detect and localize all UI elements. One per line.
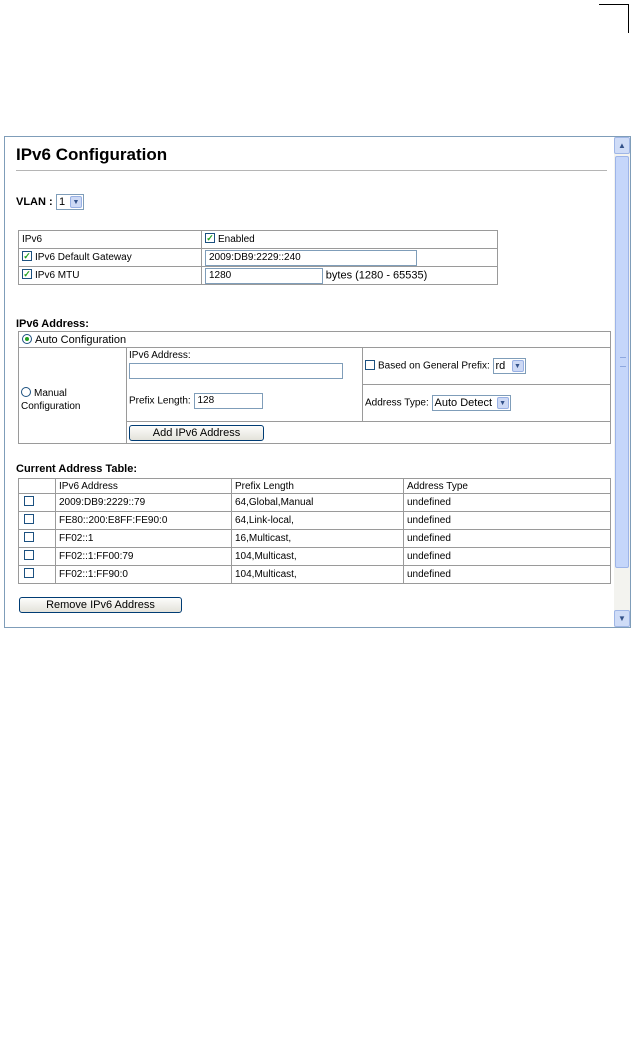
- mtu-row: [19, 267, 498, 285]
- auto-config-radio[interactable]: [22, 334, 32, 344]
- address-type-cell: [363, 385, 611, 422]
- table-row: [19, 548, 611, 566]
- table-row: [19, 530, 611, 548]
- general-prefix-value: rd: [495, 360, 506, 372]
- row-checkbox[interactable]: [24, 514, 34, 524]
- enabled-checkbox[interactable]: ✓: [206, 233, 214, 244]
- address-input-cell: [127, 348, 363, 422]
- ipv6-address-heading: IPv6 Address:: [16, 318, 89, 330]
- title-divider: [16, 170, 607, 171]
- mtu-label-cell: [19, 267, 202, 285]
- gateway-input-cell: [202, 249, 498, 267]
- type-cell: undefined: [404, 566, 611, 584]
- address-field-label: IPv6 Address:: [129, 350, 191, 361]
- prefix-cell: 64,Link-local,: [232, 512, 404, 530]
- scrollbar-thumb[interactable]: [615, 156, 629, 568]
- select-column-header: [19, 479, 56, 494]
- ipv6-settings-table: [18, 230, 498, 285]
- chevron-up-icon[interactable]: ▲: [614, 137, 630, 154]
- row-select-cell: [19, 530, 56, 548]
- address-cell: 2009:DB9:2229::79: [56, 494, 232, 512]
- manual-label-line2: Configuration: [21, 400, 81, 412]
- mtu-range-text: bytes (1280 - 65535): [325, 269, 428, 282]
- address-type-value: Auto Detect: [434, 397, 493, 409]
- prefix-length-input[interactable]: 128: [194, 393, 263, 409]
- auto-config-cell: [19, 332, 611, 348]
- vlan-select[interactable]: [56, 194, 84, 210]
- row-checkbox[interactable]: [24, 496, 34, 506]
- auto-config-row: [19, 332, 611, 348]
- prefix-cell: 104,Multicast,: [232, 548, 404, 566]
- prefix-cell: 64,Global,Manual: [232, 494, 404, 512]
- chevron-down-icon: ▼: [512, 360, 524, 372]
- type-cell: undefined: [404, 512, 611, 530]
- mtu-checkbox[interactable]: ✓: [23, 269, 31, 280]
- grip-icon: [620, 357, 626, 367]
- type-cell: undefined: [404, 530, 611, 548]
- ipv6-enabled-cell: [202, 231, 498, 249]
- page-corner-mark: [599, 4, 629, 33]
- row-checkbox[interactable]: [24, 550, 34, 560]
- type-cell: undefined: [404, 548, 611, 566]
- remove-ipv6-address-button[interactable]: Remove IPv6 Address: [19, 597, 182, 613]
- column-header: Address Type: [404, 479, 611, 494]
- chevron-down-icon: ▼: [497, 397, 509, 409]
- table-row: [19, 494, 611, 512]
- gateway-row: [19, 249, 498, 267]
- mtu-input[interactable]: 1280: [205, 268, 323, 284]
- row-select-cell: [19, 494, 56, 512]
- manual-row-1: [19, 348, 611, 385]
- address-cell: FE80::200:E8FF:FE90:0: [56, 512, 232, 530]
- address-cell: FF02::1:FF90:0: [56, 566, 232, 584]
- row-select-cell: [19, 512, 56, 530]
- vertical-scrollbar[interactable]: [614, 137, 630, 627]
- vlan-select-value: 1: [59, 196, 66, 208]
- ipv6-label: IPv6: [19, 231, 202, 249]
- ipv6-address-input[interactable]: [129, 363, 343, 379]
- general-prefix-checkbox[interactable]: [365, 360, 375, 370]
- table-row: [19, 512, 611, 530]
- prefix-cell: 16,Multicast,: [232, 530, 404, 548]
- manual-label-line1: Manual: [34, 387, 67, 399]
- column-header: IPv6 Address: [56, 479, 232, 494]
- vlan-label: VLAN :: [16, 196, 53, 208]
- type-cell: undefined: [404, 494, 611, 512]
- chevron-down-icon[interactable]: ▼: [614, 610, 630, 627]
- ipv6-enable-row: [19, 231, 498, 249]
- address-cell: FF02::1:FF00:79: [56, 548, 232, 566]
- table-header-row: [19, 479, 611, 494]
- prefix-length-label: Prefix Length:: [129, 395, 191, 407]
- current-address-table: [18, 478, 611, 584]
- row-checkbox[interactable]: [24, 532, 34, 542]
- add-ipv6-address-button[interactable]: Add IPv6 Address: [129, 425, 264, 441]
- address-type-label: Address Type:: [365, 397, 429, 409]
- general-prefix-label: Based on General Prefix:: [378, 360, 490, 372]
- column-header: Prefix Length: [232, 479, 404, 494]
- current-table-heading: Current Address Table:: [16, 463, 138, 475]
- row-checkbox[interactable]: [24, 568, 34, 578]
- gateway-checkbox[interactable]: ✓: [23, 251, 31, 262]
- manual-config-radio[interactable]: [21, 387, 31, 397]
- content-area: [5, 137, 614, 627]
- gateway-label: IPv6 Default Gateway: [35, 252, 132, 263]
- manual-config-cell: [19, 348, 127, 444]
- prefix-cell: 104,Multicast,: [232, 566, 404, 584]
- enabled-label: Enabled: [218, 234, 255, 245]
- ipv6-address-form: [18, 331, 611, 444]
- chevron-down-icon: ▼: [70, 196, 82, 208]
- mtu-input-cell: [202, 267, 498, 285]
- gateway-input[interactable]: 2009:DB9:2229::240: [205, 250, 417, 266]
- add-button-cell: [127, 422, 611, 444]
- general-prefix-cell: [363, 348, 611, 385]
- gateway-label-cell: [19, 249, 202, 267]
- auto-config-label: Auto Configuration: [35, 333, 127, 346]
- address-cell: FF02::1: [56, 530, 232, 548]
- row-select-cell: [19, 548, 56, 566]
- general-prefix-select[interactable]: [493, 358, 526, 374]
- page-title: IPv6 Configuration: [16, 145, 168, 164]
- address-type-select[interactable]: [432, 395, 511, 411]
- mtu-label: IPv6 MTU: [35, 270, 80, 281]
- ipv6-config-window: [4, 136, 631, 628]
- row-select-cell: [19, 566, 56, 584]
- table-row: [19, 566, 611, 584]
